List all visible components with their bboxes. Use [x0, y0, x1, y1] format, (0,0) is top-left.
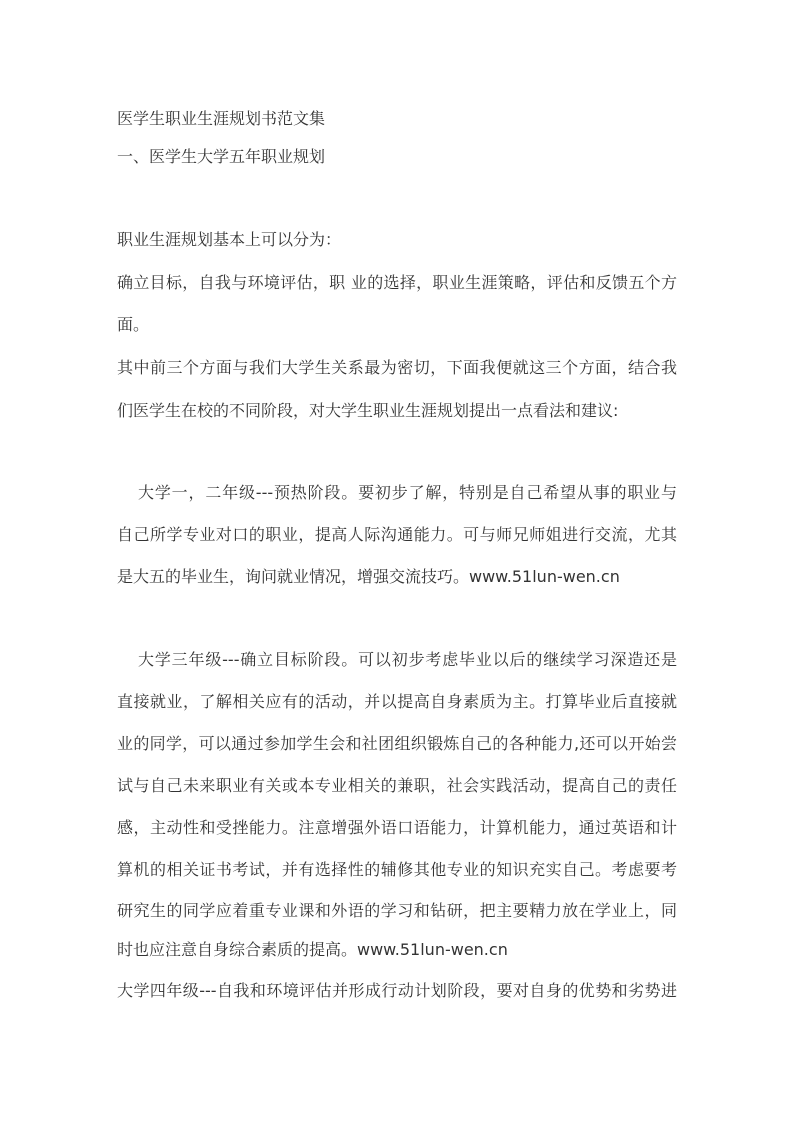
section-heading: 一、医学生大学五年职业规划 [117, 147, 326, 166]
text-line-11: 大学三年级---确立目标阶段。可以初步考虑毕业以后的继续学习深造还是 [138, 650, 677, 669]
text-line-14: 试与自己未来职业有关或本专业相关的兼职，社会实践活动，提高自己的责任 [117, 776, 677, 795]
text-line-13: 业的同学，可以通过参加学生会和社团组织锻炼自己的各种能力,还可以开始尝 [117, 734, 677, 753]
text-line-5: 面。 [117, 315, 150, 334]
text-line-15: 感，主动性和受挫能力。注意增强外语口语能力，计算机能力，通过英语和计 [117, 818, 677, 837]
text-line-8: 大学一，二年级---预热阶段。要初步了解，特别是自己希望从事的职业与 [138, 483, 677, 502]
text-line-4: 确立目标，自我与环境评估，职 业的选择，职业生涯策略，评估和反馈五个方 [117, 273, 677, 292]
text-line-18: 时也应注意自身综合素质的提高。www.51lun-wen.cn [117, 940, 508, 959]
text-line-3: 职业生涯规划基本上可以分为： [117, 230, 342, 249]
text-line-10: 是大五的毕业生，询问就业情况，增强交流技巧。www.51lun-wen.cn [117, 567, 620, 586]
document-title: 医学生职业生涯规划书范文集 [117, 109, 326, 128]
text-line-7: 们医学生在校的不同阶段，对大学生职业生涯规划提出一点看法和建议: [117, 401, 619, 420]
text-line-12: 直接就业，了解相关应有的活动，并以提高自身素质为主。打算毕业后直接就 [117, 692, 677, 711]
text-line-6: 其中前三个方面与我们大学生关系最为密切，下面我便就这三个方面，结合我 [117, 358, 677, 377]
text-line-19: 大学四年级---自我和环境评估并形成行动计划阶段，要对自身的优势和劣势进 [117, 981, 677, 1000]
text-line-9: 自己所学专业对口的职业，提高人际沟通能力。可与师兄师姐进行交流，尤其 [117, 525, 677, 544]
text-line-17: 研究生的同学应着重专业课和外语的学习和钻研，把主要精力放在学业上，同 [117, 901, 677, 920]
text-line-16: 算机的相关证书考试，并有选择性的辅修其他专业的知识充实自己。考虑要考 [117, 860, 677, 879]
